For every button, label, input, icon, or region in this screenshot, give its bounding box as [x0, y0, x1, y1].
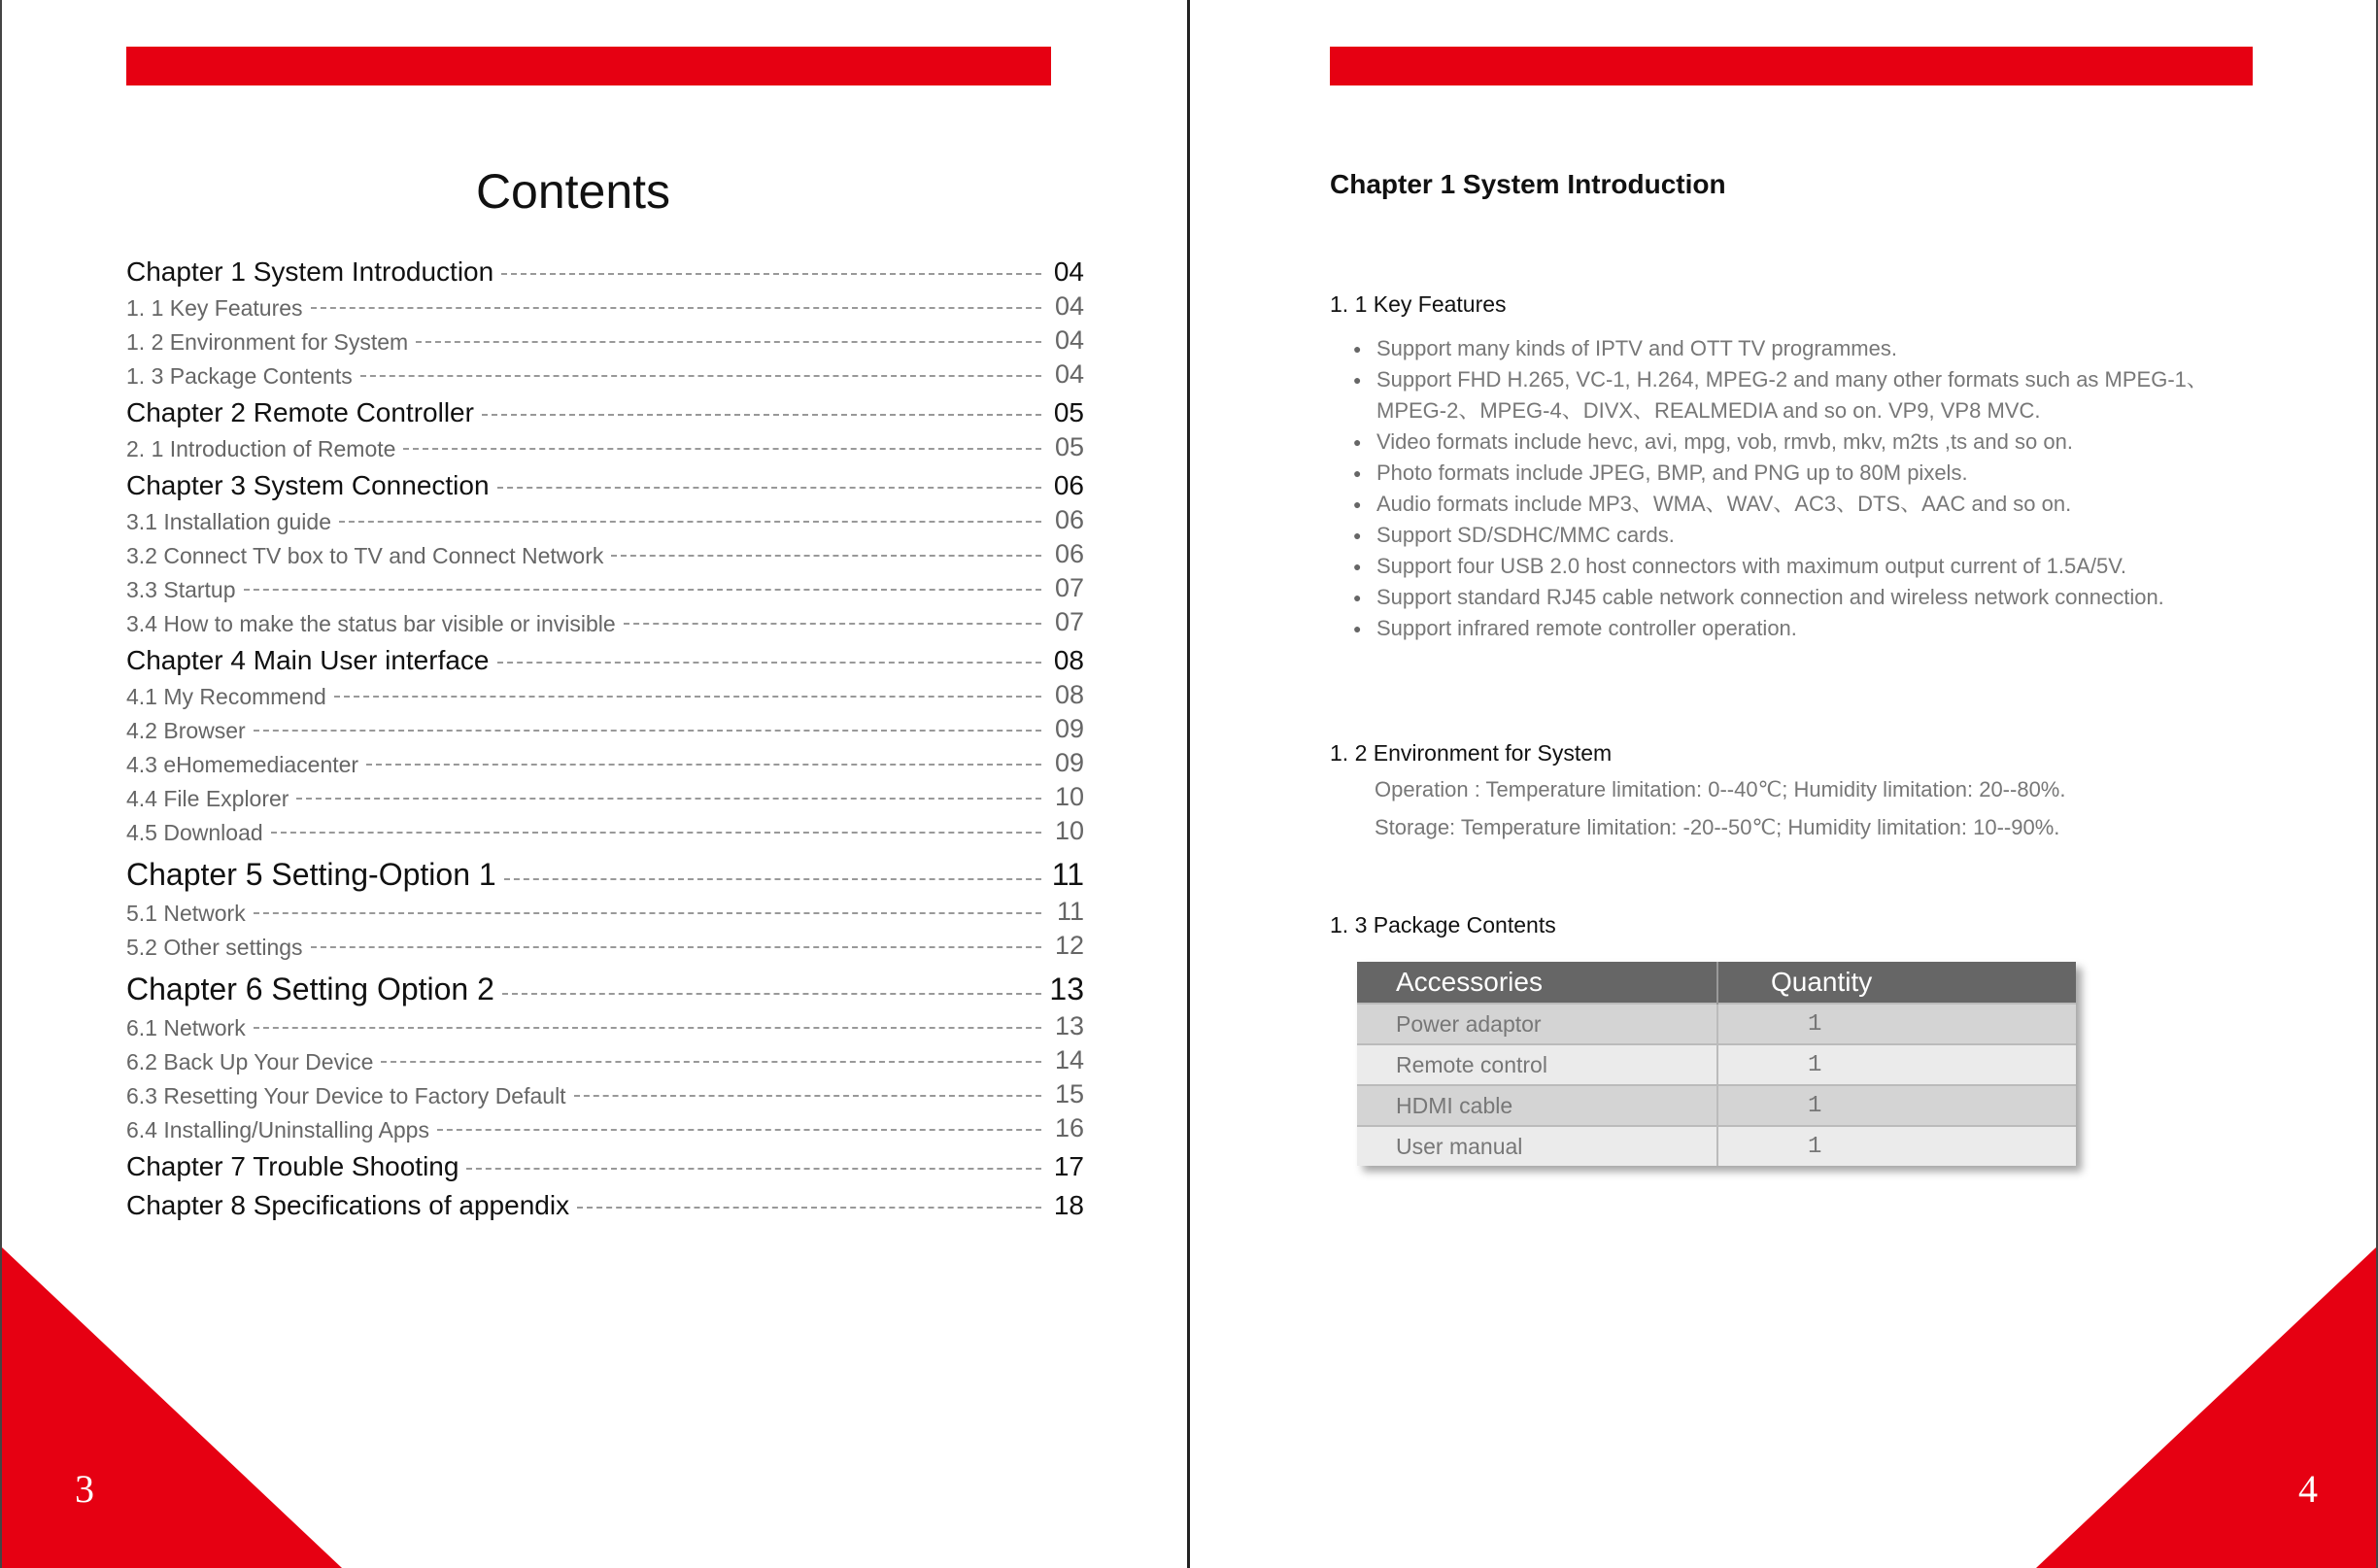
toc-dot-leader: [502, 993, 1041, 995]
list-item: ● Support FHD H.265, VC-1, H.264, MPEG-2 and many other formats such as MPEG-1、: [1353, 364, 2373, 395]
toc-entry-title: Chapter 5 Setting-Option 1: [126, 857, 496, 892]
table-cell: HDMI cable: [1357, 1085, 1717, 1126]
table-row: [1357, 1085, 2076, 1126]
toc-entry-title: Chapter 4 Main User interface: [126, 645, 490, 675]
toc-entry-title: 3.1 Installation guide: [126, 509, 331, 534]
toc-dot-leader: [437, 1129, 1041, 1131]
left-page: [0, 0, 1187, 1568]
list-item: ● Support four USB 2.0 host connectors with maximum output current of 1.5A/5V.: [1353, 551, 2373, 582]
table-cell: User manual: [1357, 1126, 1717, 1166]
toc-dot-leader: [577, 1207, 1041, 1209]
environment-operation: Operation : Temperature limitation: 0--40℃; Humidity limitation: 20--80%.: [1375, 777, 2066, 801]
toc-entry-page: 05: [1053, 397, 1084, 427]
toc-entry-page: 09: [1054, 748, 1084, 777]
section-title-key-features: 1. 1 Key Features: [1330, 291, 1507, 317]
toc-section-entry: [126, 893, 1084, 927]
toc-entry-title: 1. 1 Key Features: [126, 295, 303, 321]
page-number: 3: [75, 1467, 94, 1511]
toc-entry-page: 04: [1054, 325, 1084, 355]
toc-entry-title: 6.2 Back Up Your Device: [126, 1049, 374, 1074]
toc-chapter-entry: [126, 1184, 1084, 1221]
package-contents-table: [1357, 962, 2076, 1166]
toc-entry-page: 04: [1054, 359, 1084, 389]
toc-entry-page: 08: [1053, 645, 1084, 675]
toc-entry-page: 13: [1049, 971, 1084, 1006]
toc-dot-leader: [366, 764, 1041, 766]
toc-entry-page: 06: [1054, 539, 1084, 568]
toc-section-entry: [126, 1041, 1084, 1075]
toc-chapter-entry: [126, 967, 1084, 1007]
toc-chapter-entry: [126, 392, 1084, 428]
toc-entry-page: 06: [1053, 470, 1084, 500]
list-item: ● Support standard RJ45 cable network connection and wireless network connection.: [1353, 582, 2373, 613]
table-row: [1357, 1126, 2076, 1166]
toc-entry-title: Chapter 1 System Introduction: [126, 256, 494, 287]
toc-entry-page: 16: [1054, 1113, 1084, 1142]
toc-entry-page: 07: [1054, 573, 1084, 602]
toc-section-entry: [126, 356, 1084, 390]
toc-entry-page: 04: [1054, 291, 1084, 321]
toc-entry-page: 04: [1053, 256, 1084, 287]
toc-entry-title: Chapter 6 Setting Option 2: [126, 971, 494, 1006]
top-red-bar: [1330, 47, 2253, 85]
toc-entry-title: 6.3 Resetting Your Device to Factory Default: [126, 1083, 566, 1108]
toc-section-entry: [126, 778, 1084, 812]
toc-dot-leader: [271, 832, 1041, 834]
toc-dot-leader: [381, 1061, 1041, 1063]
toc-entry-title: 3.4 How to make the status bar visible or invisible: [126, 611, 616, 636]
toc-dot-leader: [339, 521, 1041, 523]
toc-entry-page: 13: [1054, 1011, 1084, 1040]
toc-entry-title: 1. 2 Environment for System: [126, 329, 409, 355]
toc-dot-leader: [466, 1168, 1041, 1170]
toc-section-entry: [126, 1007, 1084, 1041]
toc-dot-leader: [403, 448, 1041, 450]
toc-section-entry: [126, 288, 1084, 322]
toc-entry-title: 4.3 eHomemediacenter: [126, 752, 359, 777]
table-of-contents: [126, 249, 1084, 1221]
toc-entry-title: Chapter 2 Remote Controller: [126, 397, 474, 427]
list-item: ● Support SD/SDHC/MMC cards.: [1353, 520, 2373, 551]
toc-section-entry: [126, 710, 1084, 744]
toc-section-entry: [126, 603, 1084, 637]
table-cell: 1: [1717, 1126, 2076, 1166]
toc-entry-page: 10: [1054, 816, 1084, 845]
list-item: ● Support infrared remote controller operation.: [1353, 613, 2373, 644]
toc-dot-leader: [574, 1095, 1041, 1097]
toc-section-entry: [126, 501, 1084, 535]
table-row: [1357, 1044, 2076, 1085]
toc-dot-leader: [416, 341, 1041, 343]
toc-entry-title: 5.2 Other settings: [126, 935, 303, 960]
top-red-bar: [126, 47, 1051, 85]
table-cell: Remote control: [1357, 1044, 1717, 1085]
toc-entry-title: 6.1 Network: [126, 1015, 246, 1040]
toc-entry-title: 4.2 Browser: [126, 718, 246, 743]
toc-dot-leader: [334, 696, 1041, 698]
toc-dot-leader: [244, 589, 1041, 591]
toc-section-entry: [126, 1075, 1084, 1109]
toc-entry-title: 2. 1 Introduction of Remote: [126, 436, 396, 461]
toc-entry-page: 15: [1054, 1079, 1084, 1108]
toc-entry-title: 1. 3 Package Contents: [126, 363, 353, 389]
toc-dot-leader: [360, 375, 1041, 377]
corner-red-triangle: [2, 1247, 342, 1568]
toc-entry-title: 4.1 My Recommend: [126, 684, 326, 709]
toc-entry-page: 07: [1054, 607, 1084, 636]
table-cell: 1: [1717, 1044, 2076, 1085]
toc-entry-title: 3.3 Startup: [126, 577, 236, 602]
list-item: ● Support many kinds of IPTV and OTT TV programmes.: [1353, 333, 2373, 364]
toc-dot-leader: [311, 946, 1041, 948]
toc-chapter-entry: [126, 251, 1084, 288]
list-item: ● Photo formats include JPEG, BMP, and PNG up to 80M pixels.: [1353, 458, 2373, 489]
toc-dot-leader: [311, 307, 1041, 309]
toc-dot-leader: [254, 730, 1041, 732]
toc-entry-page: 08: [1054, 680, 1084, 709]
toc-entry-title: 4.4 File Explorer: [126, 786, 289, 811]
toc-section-entry: [126, 535, 1084, 569]
column-header-quantity: Quantity: [1717, 962, 2076, 1004]
toc-dot-leader: [296, 798, 1041, 800]
table-cell: 1: [1717, 1085, 2076, 1126]
toc-dot-leader: [497, 487, 1041, 489]
page-number: 4: [2298, 1467, 2318, 1511]
environment-storage: Storage: Temperature limitation: -20--50℃; Humidity limitation: 10--90%.: [1375, 815, 2060, 839]
toc-dot-leader: [482, 414, 1041, 416]
toc-entry-page: 11: [1056, 897, 1084, 926]
table-row: [1357, 1004, 2076, 1044]
toc-dot-leader: [501, 273, 1041, 275]
list-item: ● Audio formats include MP3、WMA、WAV、AC3、DTS、AAC and so on.: [1353, 489, 2373, 520]
toc-entry-page: 11: [1051, 857, 1084, 892]
toc-entry-title: 5.1 Network: [126, 901, 246, 926]
toc-entry-page: 06: [1054, 505, 1084, 534]
toc-entry-page: 10: [1054, 782, 1084, 811]
section-title-environment: 1. 2 Environment for System: [1330, 740, 1613, 766]
chapter-title: Chapter 1 System Introduction: [1330, 169, 1726, 199]
toc-entry-title: Chapter 8 Specifications of appendix: [126, 1190, 570, 1220]
table-cell: 1: [1717, 1004, 2076, 1044]
toc-dot-leader: [497, 662, 1041, 664]
toc-section-entry: [126, 428, 1084, 462]
toc-dot-leader: [254, 1027, 1041, 1029]
toc-section-entry: [126, 812, 1084, 846]
toc-dot-leader: [504, 878, 1041, 880]
toc-entry-title: Chapter 3 System Connection: [126, 470, 490, 500]
toc-section-entry: [126, 927, 1084, 961]
key-features-list: [1353, 333, 2373, 644]
toc-chapter-entry: [126, 1145, 1084, 1182]
toc-entry-title: 4.5 Download: [126, 820, 263, 845]
toc-section-entry: [126, 744, 1084, 778]
table-cell: Power adaptor: [1357, 1004, 1717, 1044]
toc-entry-title: 6.4 Installing/Uninstalling Apps: [126, 1117, 429, 1142]
toc-dot-leader: [624, 623, 1041, 625]
toc-chapter-entry: [126, 639, 1084, 676]
toc-entry-page: 17: [1053, 1151, 1084, 1181]
list-item: ● Video formats include hevc, avi, mpg, vob, rmvb, mkv, m2ts ,ts and so on.: [1353, 426, 2373, 458]
toc-section-entry: [126, 322, 1084, 356]
toc-entry-title: Chapter 7 Trouble Shooting: [126, 1151, 459, 1181]
toc-entry-page: 05: [1054, 432, 1084, 461]
corner-red-triangle: [2036, 1247, 2376, 1568]
toc-chapter-entry: [126, 852, 1084, 893]
toc-section-entry: [126, 1109, 1084, 1143]
toc-entry-page: 18: [1053, 1190, 1084, 1220]
toc-entry-page: 09: [1054, 714, 1084, 743]
toc-dot-leader: [254, 912, 1041, 914]
toc-chapter-entry: [126, 464, 1084, 501]
toc-entry-page: 14: [1054, 1045, 1084, 1074]
toc-entry-page: 12: [1054, 931, 1084, 960]
right-page: [1187, 0, 2378, 1568]
toc-section-entry: [126, 676, 1084, 710]
section-title-package-contents: 1. 3 Package Contents: [1330, 912, 1556, 937]
list-item: MPEG-2、MPEG-4、DIVX、REALMEDIA and so on. VP9, VP8 MVC.: [1376, 398, 2041, 423]
toc-entry-title: 3.2 Connect TV box to TV and Connect Network: [126, 543, 604, 568]
toc-section-entry: [126, 569, 1084, 603]
contents-title: Contents: [475, 164, 671, 219]
column-header-accessories: Accessories: [1357, 962, 1717, 1004]
toc-dot-leader: [611, 555, 1041, 557]
table-header-row: [1357, 962, 2076, 1004]
